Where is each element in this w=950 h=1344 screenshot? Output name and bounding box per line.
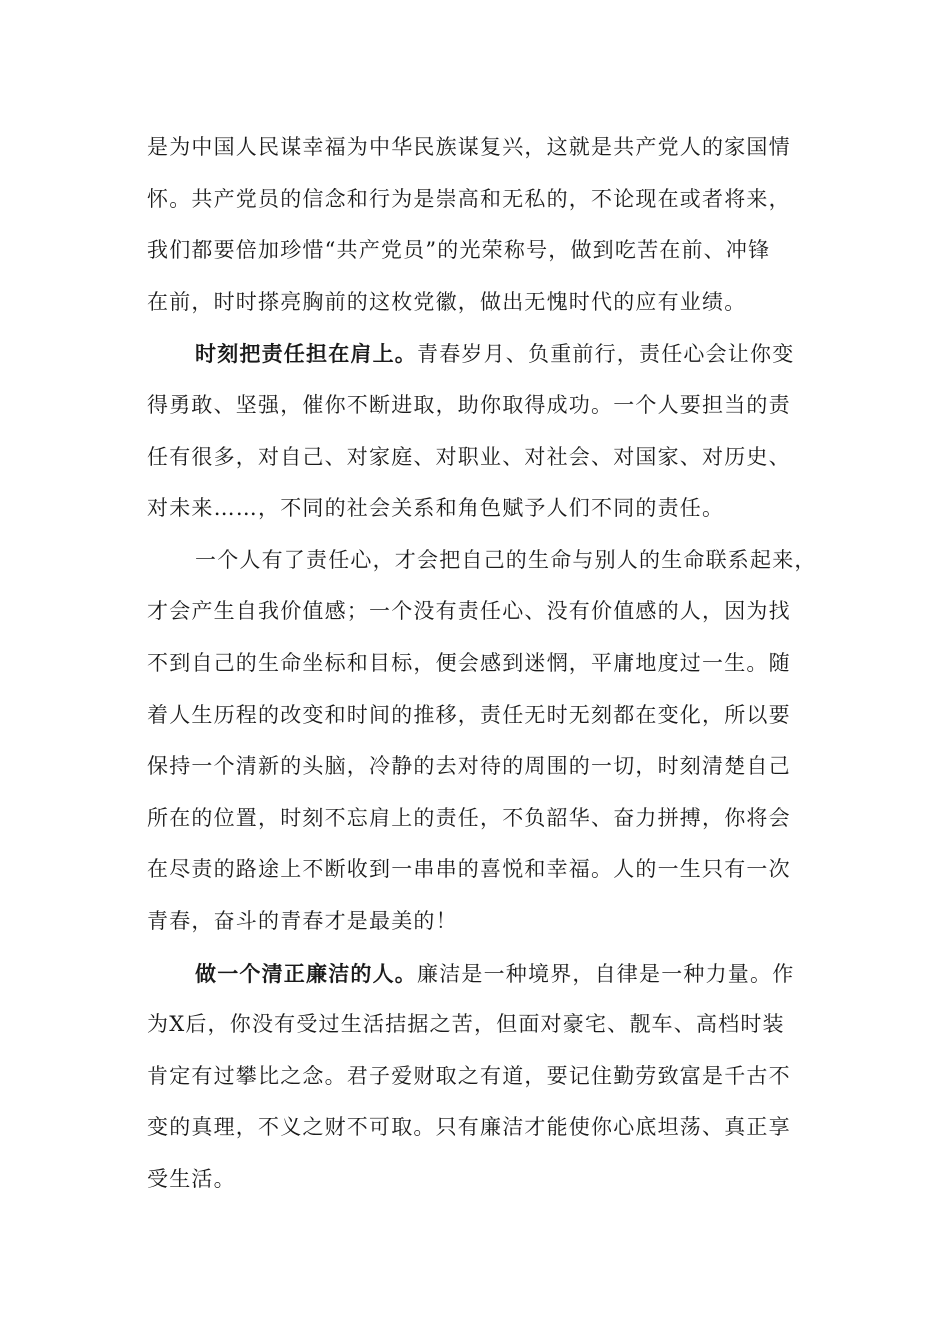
text-line: 受生活。 [147, 1166, 236, 1191]
text-line: 不到自己的生命坐标和目标，便会感到迷惘，平庸地度过一生。随 [147, 650, 791, 675]
text-line: 肯定有过攀比之念。君子爱财取之有道，要记住勤劳致富是千古不 [147, 1063, 791, 1088]
text-line: 得勇敢、坚强，催你不断进取，助你取得成功。一个人要担当的责 [147, 392, 791, 417]
text-line: 在前，时时搽亮胸前的这枚党徽，做出无愧时代的应有业绩。 [147, 289, 747, 314]
text-line: 对未来……，不同的社会关系和角色赋予人们不同的责任。 [147, 496, 725, 521]
text-line: 保持一个清新的头脑，冷静的去对待的周围的一切，时刻清楚自己 [147, 754, 791, 779]
paragraph-4 [147, 948, 807, 1206]
paragraph-heading: 时刻把责任担在肩上。 [195, 341, 417, 367]
text-line: 青春，奋斗的青春才是最美的！ [147, 908, 458, 933]
text-line: 变的真理，不义之财不可取。只有廉洁才能使你心底坦荡、真正享 [147, 1115, 791, 1140]
text-line-first [147, 948, 807, 1000]
document-page [147, 122, 817, 1205]
heading-rest: 青春岁月、负重前行，责任心会让你变 [417, 342, 795, 367]
paragraph-1 [147, 122, 807, 328]
text-line: 在尽责的路途上不断收到一串串的喜悦和幸福。人的一生只有一次 [147, 857, 791, 882]
text-line: 着人生历程的改变和时间的推移，责任无时无刻都在变化，所以要 [147, 702, 791, 727]
paragraph-3 [147, 535, 817, 948]
heading-rest: 廉洁是一种境界，自律是一种力量。作 [417, 961, 795, 986]
paragraph-2 [147, 328, 807, 534]
text-line: 怀。共产党员的信念和行为是崇高和无私的，不论现在或者将来， [147, 186, 791, 211]
text-line-first: 一个人有了责任心，才会把自己的生命与别人的生命联系起来， [195, 547, 817, 572]
text-line: 为X后，你没有受过生活拮据之苦，但面对豪宅、靓车、高档时装 [147, 1012, 785, 1037]
text-line: 是为中国人民谋幸福为中华民族谋复兴，这就是共产党人的家国情 [147, 135, 791, 159]
text-line: 任有很多，对自己、对家庭、对职业、对社会、对国家、对历史、 [147, 444, 791, 469]
text-line: 所在的位置，时刻不忘肩上的责任，不负韶华、奋力拼搏，你将会 [147, 805, 791, 830]
text-line: 才会产生自我价值感；一个没有责任心、没有价值感的人，因为找 [147, 599, 791, 624]
text-line: 我们都要倍加珍惜“共产党员”的光荣称号，做到吃苦在前、冲锋 [147, 238, 771, 263]
text-line-first [147, 328, 807, 380]
paragraph-heading: 做一个清正廉洁的人。 [195, 960, 417, 986]
